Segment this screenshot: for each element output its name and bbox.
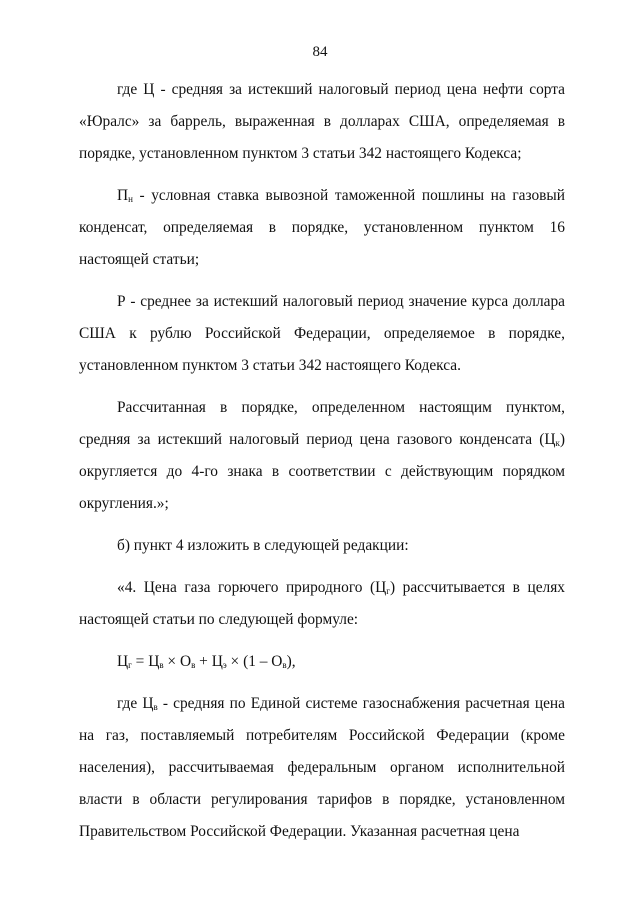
paragraph-text: Р - среднее за истекший налоговый период значение курса доллара США к рублю Российской Федерации, определяемое в порядке, установленном пунктом 3 статьи 342 настоящего Кодекса. — [79, 293, 565, 374]
paragraph-text: где Ц — [117, 695, 154, 712]
document-body — [79, 74, 565, 848]
paragraph-text: ) рассчитывается в целях настоящей статьи по следующей формуле: — [79, 579, 565, 628]
symbol-subscript: н — [128, 194, 133, 204]
symbol-subscript: в — [153, 702, 158, 712]
paragraph-amendment-intro — [79, 530, 565, 562]
paragraph-text: где Ц - средняя за истекший налоговый период цена нефти сорта «Юралс» за баррель, выраженная в долларах США, определяемая в порядке, установленном пунктом 3 статьи 342 настоящего Кодекса; — [79, 81, 565, 162]
formula-subscript: э — [222, 660, 227, 670]
paragraph-text: б) пункт 4 изложить в следующей редакции: — [117, 537, 409, 554]
paragraph-gas-price-clause — [79, 572, 565, 636]
symbol: П — [117, 187, 129, 204]
paragraph-duty-rate-definition — [79, 180, 565, 276]
paragraph-text: - условная ставка вывозной таможенной пошлины на газовый конденсат, определяемая в порядке, установленном пунктом 16 настоящей статьи; — [79, 187, 565, 268]
paragraph-exchange-rate-definition — [79, 286, 565, 382]
formula-part: × (1 – О — [226, 653, 283, 670]
formula-subscript: г — [128, 660, 132, 670]
paragraph-text: «4. Цена газа горючего природного (Ц — [117, 579, 387, 596]
paragraph-text: ) округляется до 4-го знака в соответствии с действующим порядком округления.»; — [79, 431, 565, 512]
formula-part: Ц — [117, 653, 129, 670]
paragraph-rounding-rule — [79, 392, 565, 520]
formula-part: × О — [163, 653, 192, 670]
paragraph-oil-price-definition — [79, 74, 565, 170]
formula-subscript: в — [159, 660, 164, 670]
formula-part: = Ц — [131, 653, 160, 670]
formula-subscript: в — [191, 660, 196, 670]
page-number: 84 — [312, 44, 328, 60]
gas-price-formula — [79, 646, 565, 678]
symbol-subscript: г — [386, 586, 390, 596]
paragraph-calculated-price-definition — [79, 688, 565, 848]
symbol-subscript: к — [555, 438, 560, 448]
formula-subscript: в — [282, 660, 287, 670]
formula-part: ), — [286, 653, 296, 670]
formula-part: + Ц — [195, 653, 223, 670]
paragraph-text: - средняя по Единой системе газоснабжения расчетная цена на газ, поставляемый потребителям Российской Федерации (кроме населения), рассчитываемая федеральным органом исполнительной власти в области регулирования тарифов в порядке, установленном Правительством Российской Федерации. Указанная расчетная цена — [79, 695, 565, 840]
paragraph-text: Рассчитанная в порядке, определенном настоящим пунктом, средняя за истекший налоговый период цена газового конденсата (Ц — [79, 399, 565, 448]
